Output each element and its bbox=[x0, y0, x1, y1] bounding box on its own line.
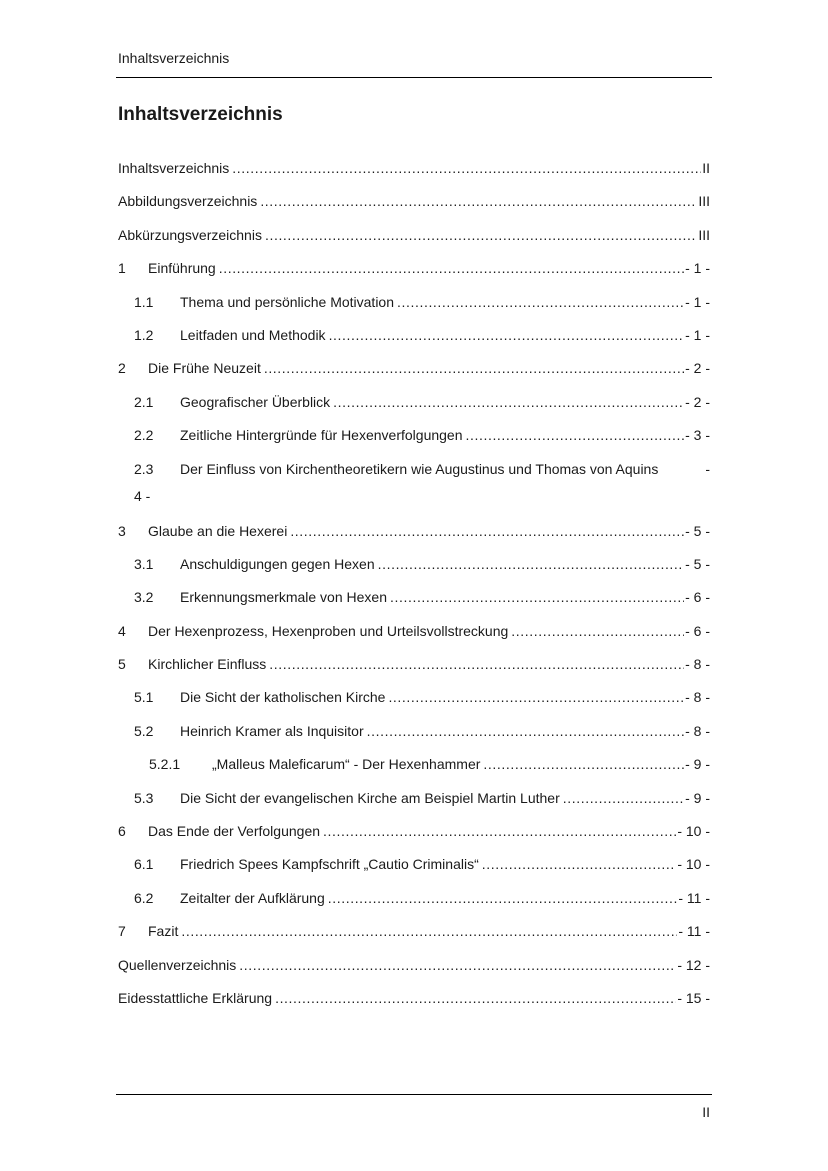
toc-page-number: - 8 - bbox=[685, 689, 710, 706]
toc-entry-title: Die Sicht der evangelischen Kirche am Beispiel Martin Luther bbox=[180, 789, 560, 806]
toc-leader-dots bbox=[329, 319, 685, 352]
toc-section-number: 6.1 bbox=[134, 856, 154, 873]
toc-leader-dots bbox=[378, 548, 685, 581]
toc-page-number: - 3 - bbox=[685, 427, 710, 444]
toc-entry-2-1[interactable] bbox=[118, 386, 710, 419]
toc-entry-eidesstattliche-erklaerung[interactable] bbox=[118, 982, 710, 1015]
table-of-contents bbox=[118, 152, 710, 1015]
toc-leader-dots bbox=[219, 252, 684, 285]
toc-page-number: - 1 - bbox=[685, 293, 710, 310]
toc-entry-title: Leitfaden und Methodik bbox=[180, 326, 326, 343]
toc-page-number: - 15 - bbox=[677, 989, 710, 1006]
toc-entry-title: Das Ende der Verfolgungen bbox=[148, 823, 321, 840]
toc-leader-dots bbox=[466, 419, 685, 452]
toc-leader-dots bbox=[239, 949, 676, 982]
toc-page-number: - 8 - bbox=[685, 722, 710, 739]
toc-page-number: - 1 - bbox=[685, 260, 710, 277]
toc-section-number: 3 bbox=[118, 522, 126, 539]
page-number: II bbox=[702, 1104, 710, 1120]
toc-entry-title: Fazit bbox=[148, 923, 179, 940]
toc-leader-dots bbox=[264, 352, 684, 385]
toc-entry-title: Erkennungsmerkmale von Hexen bbox=[180, 589, 387, 606]
toc-entry-7[interactable] bbox=[118, 915, 710, 948]
toc-section-number: 5 bbox=[118, 656, 126, 673]
toc-page-number: III bbox=[698, 193, 710, 210]
toc-page-number: III bbox=[698, 226, 710, 243]
toc-section-number: 6 bbox=[118, 823, 126, 840]
toc-entry-5-3[interactable] bbox=[118, 782, 710, 815]
toc-section-number: 1.2 bbox=[134, 326, 154, 343]
toc-entry-title: Einführung bbox=[148, 260, 216, 277]
toc-entry-5-1[interactable] bbox=[118, 681, 710, 714]
toc-page-number: 4 - bbox=[134, 487, 151, 504]
toc-leader-dots bbox=[563, 782, 684, 815]
toc-page-number: - 9 - bbox=[685, 756, 710, 773]
toc-page-number: - 8 - bbox=[685, 656, 710, 673]
toc-entry-title: Abbildungsverzeichnis bbox=[118, 193, 258, 210]
toc-entry-2-2[interactable] bbox=[118, 419, 710, 452]
toc-leader-dots bbox=[482, 848, 677, 881]
toc-entry-5[interactable] bbox=[118, 648, 710, 681]
footer-divider bbox=[116, 1094, 712, 1095]
toc-entry-title: Die Sicht der katholischen Kirche bbox=[180, 689, 386, 706]
toc-section-number: 3.2 bbox=[134, 589, 154, 606]
toc-leader-dots bbox=[333, 386, 684, 419]
toc-section-number: 4 bbox=[118, 622, 126, 639]
toc-entry-abkuerzungsverzeichnis[interactable] bbox=[118, 219, 710, 252]
toc-entry-6-1[interactable] bbox=[118, 848, 710, 881]
toc-leader-dots bbox=[323, 815, 676, 848]
toc-page-number: - 6 - bbox=[685, 622, 710, 639]
toc-page-number: - 10 - bbox=[677, 856, 710, 873]
toc-page-number: - 1 - bbox=[685, 326, 710, 343]
toc-leader-dots bbox=[260, 185, 697, 218]
toc-page-number: II bbox=[702, 160, 710, 176]
toc-section-number: 5.2 bbox=[134, 722, 154, 739]
toc-entry-title: „Malleus Maleficarum“ - Der Hexenhammer bbox=[212, 756, 481, 773]
toc-leader-dots bbox=[275, 982, 676, 1015]
toc-entry-2-3[interactable] bbox=[118, 453, 710, 515]
toc-section-number: 6.2 bbox=[134, 889, 154, 906]
toc-entry-line bbox=[134, 456, 710, 483]
toc-page-number: - 11 - bbox=[678, 923, 710, 940]
toc-entry-title: Abkürzungsverzeichnis bbox=[118, 226, 262, 243]
toc-entry-3-2[interactable] bbox=[118, 581, 710, 614]
toc-entry-inhaltsverzeichnis[interactable] bbox=[118, 152, 710, 185]
toc-entry-abbildungsverzeichnis[interactable] bbox=[118, 185, 710, 218]
toc-section-number: 1.1 bbox=[134, 293, 154, 310]
toc-entry-4[interactable] bbox=[118, 615, 710, 648]
running-header: Inhaltsverzeichnis bbox=[118, 50, 230, 66]
toc-leader-dots bbox=[388, 681, 684, 714]
toc-entry-title: Zeitalter der Aufklärung bbox=[180, 889, 325, 906]
toc-page-number: - 2 - bbox=[685, 360, 710, 377]
toc-entry-title: Quellenverzeichnis bbox=[118, 956, 237, 973]
toc-leader-dots bbox=[367, 715, 684, 748]
toc-entry-title: Eidesstattliche Erklärung bbox=[118, 989, 273, 1006]
toc-section-number: 5.3 bbox=[134, 789, 154, 806]
toc-section-number: 5.1 bbox=[134, 689, 154, 706]
toc-entry-title: Thema und persönliche Motivation bbox=[180, 293, 395, 310]
toc-section-number: 2.1 bbox=[134, 393, 154, 410]
toc-entry-title: Der Einfluss von Kirchentheoretikern wie Augustinus und Thomas von Aquins bbox=[180, 460, 659, 477]
toc-section-number: 2 bbox=[118, 360, 126, 377]
toc-leader-dots bbox=[265, 219, 697, 252]
toc-leader-dots bbox=[269, 648, 684, 681]
toc-entry-title: Glaube an die Hexerei bbox=[148, 522, 288, 539]
toc-entry-1[interactable] bbox=[118, 252, 710, 285]
toc-section-number: 2.2 bbox=[134, 427, 154, 444]
toc-entry-title: Heinrich Kramer als Inquisitor bbox=[180, 722, 364, 739]
toc-page-number: - 11 - bbox=[678, 889, 710, 906]
toc-entry-1-2[interactable] bbox=[118, 319, 710, 352]
page-title: Inhaltsverzeichnis bbox=[118, 104, 283, 125]
toc-section-number: 1 bbox=[118, 260, 126, 277]
toc-leader-dots bbox=[181, 915, 677, 948]
toc-leader-dots bbox=[290, 515, 684, 548]
toc-entry-1-1[interactable] bbox=[118, 286, 710, 319]
toc-entry-title: Friedrich Spees Kampfschrift „Cautio Criminalis“ bbox=[180, 856, 479, 873]
toc-page-number: - 5 - bbox=[685, 555, 710, 572]
toc-entry-3[interactable] bbox=[118, 515, 710, 548]
toc-leader-dots bbox=[397, 286, 684, 319]
toc-entry-2[interactable] bbox=[118, 352, 710, 385]
toc-page-number: - 5 - bbox=[685, 522, 710, 539]
toc-leader-dots bbox=[483, 748, 684, 781]
toc-page-number: - 6 - bbox=[685, 589, 710, 606]
toc-entry-5-2-1[interactable] bbox=[118, 748, 710, 781]
toc-section-number: 2.3 bbox=[134, 460, 154, 477]
toc-entry-6-2[interactable] bbox=[118, 882, 710, 915]
toc-entry-title: Inhaltsverzeichnis bbox=[118, 160, 230, 176]
toc-entry-title: Die Frühe Neuzeit bbox=[148, 360, 261, 377]
toc-entry-title: Kirchlicher Einfluss bbox=[148, 656, 267, 673]
toc-page-number: - 2 - bbox=[685, 393, 710, 410]
toc-section-number: 5.2.1 bbox=[149, 756, 181, 773]
header-divider bbox=[116, 77, 712, 78]
toc-page-number-start: - bbox=[705, 460, 710, 477]
toc-entry-3-1[interactable] bbox=[118, 548, 710, 581]
toc-leader-dots bbox=[511, 615, 684, 648]
toc-leader-dots bbox=[328, 882, 678, 915]
toc-entry-5-2[interactable] bbox=[118, 715, 710, 748]
toc-entry-title: Der Hexenprozess, Hexenproben und Urteilsvollstreckung bbox=[148, 622, 509, 639]
toc-entry-title: Geografischer Überblick bbox=[180, 393, 331, 410]
toc-entry-quellenverzeichnis[interactable] bbox=[118, 949, 710, 982]
toc-entry-title: Anschuldigungen gegen Hexen bbox=[180, 555, 375, 572]
toc-page-number: - 12 - bbox=[677, 956, 710, 973]
toc-entry-6[interactable] bbox=[118, 815, 710, 848]
toc-page-number: - 9 - bbox=[685, 789, 710, 806]
toc-leader-dots bbox=[390, 581, 684, 614]
toc-leader-dots bbox=[232, 152, 701, 185]
toc-page-number: - 10 - bbox=[677, 823, 710, 840]
toc-section-number: 7 bbox=[118, 923, 126, 940]
toc-section-number: 3.1 bbox=[134, 555, 154, 572]
toc-entry-title: Zeitliche Hintergründe für Hexenverfolgungen bbox=[180, 427, 463, 444]
